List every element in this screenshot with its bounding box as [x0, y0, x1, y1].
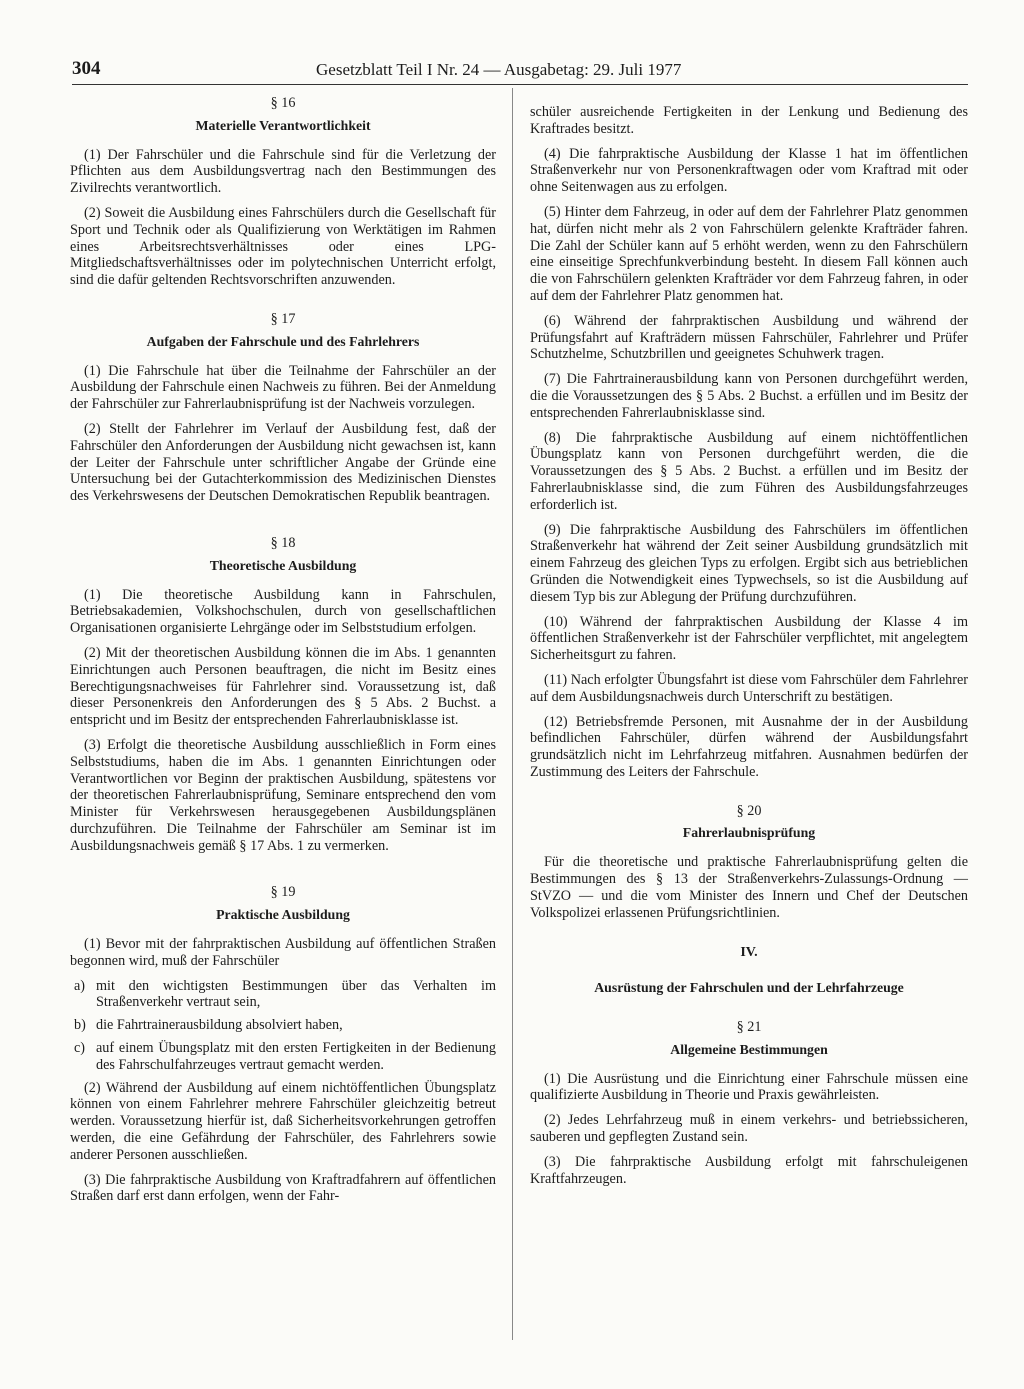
paragraph: (1) Bevor mit der fahrpraktischen Ausbildung auf öffentlichen Straßen begonnen wird, muß der Fahrschüler [70, 936, 496, 969]
list-item-text: auf einem Übungsplatz mit den ersten Fertigkeiten in der Bedienung des Fahrschulfahrzeuges vertraut gemacht werden. [96, 1040, 496, 1073]
section-title-18: Theoretische Ausbildung [209, 557, 357, 573]
paragraph: (12) Betriebsfremde Personen, mit Ausnahme der in der Ausbildung befindlichen Fahrschüler, dürfen während der Ausbildungsfahrt grundsätzlich nicht im Lehrfahrzeug mitfahren. Ausnahmen bedürfen der Zustimmung des Leiters der Fahrschule. [530, 713, 968, 780]
list-item-label: a) [74, 977, 86, 994]
paragraph: (8) Die fahrpraktische Ausbildung auf einem nichtöffentlichen Übungsplatz kann von Personen durchgeführt werden, die die Voraussetzungen des § 5 Abs. 2 Buchst. a erfüllen und im Besitz der Fahrerlaubnisklasse sind, die zum Führen des Ausbildungsfahrzeuges erforderlich ist. [530, 429, 968, 513]
paragraph-continued: schüler ausreichende Fertigkeiten in der Lenkung und Bedienung des Kraftrades besitzt. [530, 104, 968, 137]
paragraph: (2) Jedes Lehrfahrzeug muß in einem verkehrs- und betriebssicheren, sauberen und gepflegten Zustand sein. [530, 1112, 968, 1146]
list-item [70, 1017, 496, 1034]
left-column [70, 95, 496, 1213]
list-item-label: b) [74, 1017, 86, 1034]
paragraph: (4) Die fahrpraktische Ausbildung der Klasse 1 hat im öffentlichen Straßenverkehr nur von Personenkraftwagen oder vom Kraftrad mit oder ohne Seitenwagen aus zu erfolgen. [530, 145, 968, 196]
paragraph: (2) Stellt der Fahrlehrer im Verlauf der Ausbildung fest, daß der Fahrschüler den Anforderungen der Ausbildung nicht gewachsen ist, kann der Leiter der Fahrschule unter schriftlicher Angabe der Gründe eine Untersuchung bei der Gutachterkommission des Medizinischen Dienstes des Verkehrswesens der Deutschen Demokratischen Republik beantragen. [70, 420, 496, 505]
paragraph: (3) Die fahrpraktische Ausbildung erfolgt mit fahrschuleigenen Kraftfahrzeugen. [530, 1153, 968, 1187]
paragraph: (1) Die Ausrüstung und die Einrichtung einer Fahrschule müssen eine qualifizierte Ausbildung in Theorie und Praxis gewährleisten. [530, 1070, 968, 1104]
paragraph: (11) Nach erfolgter Übungsfahrt ist diese vom Fahrschüler dem Fahrlehrer auf dem Ausbildungsnachweis durch Unterschrift zu bestätigen. [530, 671, 968, 705]
paragraph: (2) Mit der theoretischen Ausbildung können die im Abs. 1 genannten Einrichtungen auch Personen beauftragen, die nicht im Besitz eines Berechtigungsnachweises für Fahrlehrer sind. Voraussetzung ist, daß dieser Personenkreis den Anforderungen des § 5 Abs. 2 Buchst. a entspricht und im Besitz der entsprechenden Fahrerlaubnisklasse ist. [70, 644, 496, 729]
paragraph: (1) Die Fahrschule hat über die Teilnahme der Fahrschüler an der Ausbildung der Fahrschule einen Nachweis zu führen. Bei der Anmeldung der Fahrschüler zur Fahrerlaubnisprüfung ist der Nachweis vorzulegen. [70, 362, 496, 413]
paragraph: (10) Während der fahrpraktischen Ausbildung der Klasse 4 im öffentlichen Straßenverkehr ist der Fahrschüler verpflichtet, mit angelegtem Sicherheitsgurt zu fahren. [530, 613, 968, 664]
paragraph: (3) Erfolgt die theoretische Ausbildung ausschließlich in Form eines Selbststudiums, haben die im Abs. 1 genannten Einrichtungen oder Verantwortlichen vor Beginn der praktischen Ausbildung, spätestens vor der theoretischen Fahrerlaubnisprüfung, Seminare entsprechend den vom Minister für Verkehrswesen herausgegebenen Ausbildungsplänen durchzuführen. Die Teilnahme der Fahrschüler am Seminar ist im Ausbildungsnachweis gemäß § 17 Abs. 1 zu vermerken. [70, 736, 496, 854]
gazette-header-title: Gesetzblatt Teil I Nr. 24 — Ausgabetag: 29. Juli 1977 [316, 60, 682, 79]
paragraph: (7) Die Fahrtrainerausbildung kann von Personen durchgeführt werden, die die Voraussetzungen des § 5 Abs. 2 Buchst. a erfüllen und im Besitz der entsprechenden Fahrerlaubnisklasse sind. [530, 371, 968, 421]
section-title-20: Fahrerlaubnisprüfung [682, 825, 816, 841]
paragraph: (2) Während der Ausbildung auf einem nichtöffentlichen Übungsplatz können von einem Fahrlehrer mehrere Fahrschüler gleichzeitig betreut werden. Voraussetzung hierfür ist, daß Sicherheitsvorkehrungen getroffen werden, die eine Gefährdung der Fahrschüler, des Fahrlehrers sowie anderer Personen ausschließen. [70, 1079, 496, 1163]
paragraph: (2) Soweit die Ausbildung eines Fahrschülers durch die Gesellschaft für Sport und Technik oder als Qualifizierung von Werktätigen im Rahmen eines Arbeitsrechtsverhältnisses oder eines LPG-Mitgliedschaftsverhältnisses oder im polytechnischen Unterricht erfolgt, sind die dafür geltenden Rechtsvorschriften anzuwenden. [70, 204, 496, 289]
paragraph: (1) Die theoretische Ausbildung kann in Fahrschulen, Betriebsakademien, Volkshochschulen, durch von gesellschaftlichen Organisationen organisierte Lehrgänge oder im Selbststudium erfolgen. [70, 586, 496, 637]
section-number-20: § 20 [736, 802, 762, 819]
paragraph: (6) Während der fahrpraktischen Ausbildung und während der Prüfungsfahrt auf Krafträdern müssen Fahrschüler, Fahrlehrer und Prüfer Schutzhelme, Schutzbrillen und geeignetes Schuhwerk tragen. [530, 312, 968, 363]
list-item-text: mit den wichtigsten Bestimmungen über das Verhalten im Straßenverkehr vertraut sein, [96, 977, 496, 1011]
section-number-16: § 16 [270, 95, 296, 111]
section-title-17: Aufgaben der Fahrschule und des Fahrlehrers [146, 333, 420, 349]
section-number-17: § 17 [270, 310, 296, 327]
page-header [72, 58, 972, 86]
paragraph: (3) Die fahrpraktische Ausbildung von Kraftradfahrern auf öffentlichen Straßen darf erst dann erfolgen, wenn der Fahr- [70, 1171, 496, 1205]
section-title-19: Praktische Ausbildung [216, 907, 350, 923]
list-item-text: die Fahrtrainerausbildung absolviert haben, [96, 1017, 343, 1034]
paragraph: (9) Die fahrpraktische Ausbildung des Fahrschülers im öffentlichen Straßenverkehr hat während der Zeit seiner Ausbildung grundsätzlich mit einem Fahrzeug des gleichen Typs zu erfolgen. Ergibt sich aus betrieblichen Gründen die Notwendigkeit eines Typwechsels, so ist die Ausbildung auf diesem Typ bis zur Ablegung der Prüfung durchzuführen. [530, 521, 968, 605]
section-number-18: § 18 [270, 534, 296, 551]
paragraph: (5) Hinter dem Fahrzeug, in oder auf dem der Fahrlehrer Platz genommen hat, dürfen nicht mehr als 2 von Fahrschülern gelenkte Krafträder fahren. Die Zahl der Schüler kann auf 5 erhöht werden, wenn zu den Fahrschülern eine einseitige Sprechfunkverbindung besteht. In diesem Fall können auch die von Fahrschülern gelenkten Krafträder vor dem Fahrzeug fahren, in oder auf dem der Fahrlehrer Platz genommen hat. [530, 203, 968, 304]
chapter-title: Ausrüstung der Fahrschulen und der Lehrfahrzeuge [594, 980, 904, 996]
header-rule [72, 84, 968, 85]
page-number: 304 [72, 58, 101, 79]
section-title-16: Materielle Verantwortlichkeit [195, 117, 371, 133]
list-item-label: c) [74, 1040, 86, 1057]
section-title-21: Allgemeine Bestimmungen [670, 1041, 828, 1057]
chapter-number: IV. [740, 945, 758, 961]
list-item [70, 978, 496, 1012]
paragraph: (1) Der Fahrschüler und die Fahrschule sind für die Verletzung der Pflichten aus dem Ausbildungsvertrag nach den Bestimmungen des Zivilrechts verantwortlich. [70, 146, 496, 197]
column-divider [512, 88, 513, 1340]
section-number-21: § 21 [736, 1019, 762, 1036]
list-item [70, 1040, 496, 1074]
right-column [530, 104, 968, 1195]
section-number-19: § 19 [270, 884, 296, 901]
paragraph: Für die theoretische und praktische Fahrerlaubnisprüfung gelten die Bestimmungen des § 13 der Straßenverkehrs-Zulassungs-Ordnung — StVZO — und die vom Minister des Innern und Chef der Deutschen Volkspolizei erlassenen Prüfungsrichtlinien. [530, 854, 968, 921]
